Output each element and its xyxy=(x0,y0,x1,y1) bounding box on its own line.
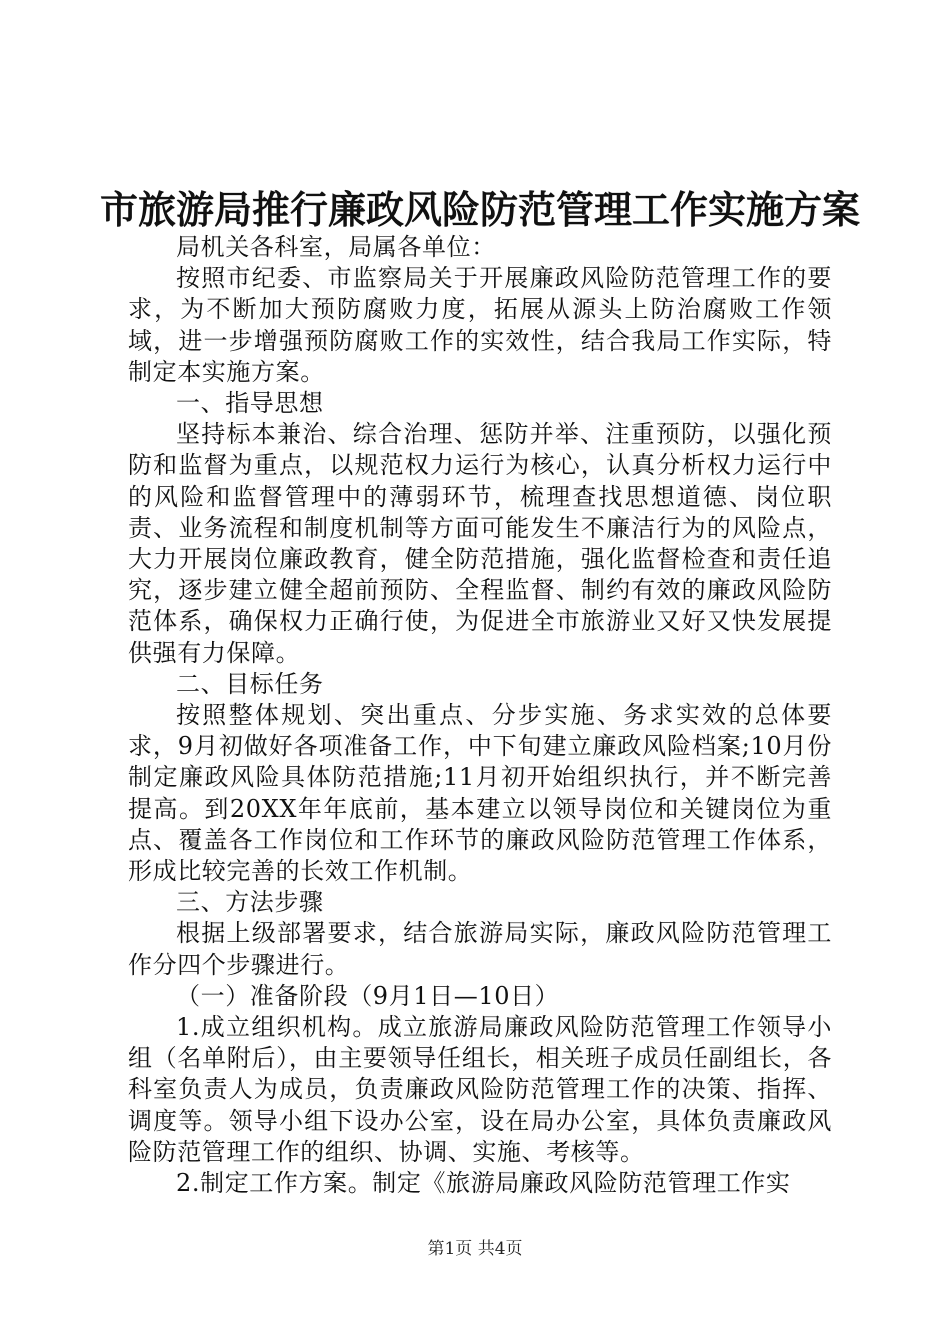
section-body-objectives: 按照整体规划、突出重点、分步实施、务求实效的总体要求，9月初做好各项准备工作，中下旬建立廉政风险档案;10月份制定廉政风险具体防范措施;11月初开始组织执行，并不断完善提高。到20XX年年底前，基本建立以领导岗位和关键岗位为重点、覆盖各工作岗位和工作环节的廉政风险防范管理工作体系，形成比较完善的长效工作机制。 xyxy=(128,701,832,886)
section-heading-objectives: 二、目标任务 xyxy=(176,669,324,698)
page-number-footer: 第1页 共4页 xyxy=(427,1239,523,1259)
section-heading-guiding-ideology: 一、指导思想 xyxy=(176,389,324,418)
section-heading-methods: 三、方法步骤 xyxy=(176,888,324,917)
list-item-organization: 1.成立组织机构。成立旅游局廉政风险防范管理工作领导小组（名单附后），由主要领导任组长，相关班子成员任副组长，各科室负责人为成员，负责廉政风险防范管理工作的决策、指挥、调度等。领导小组下设办公室，设在局办公室，具体负责廉政风险防范管理工作的组织、协调、实施、考核等。 xyxy=(128,1013,832,1166)
section-body-methods: 根据上级部署要求，结合旅游局实际，廉政风险防范管理工作分四个步骤进行。 xyxy=(128,919,832,979)
document-title: 市旅游局推行廉政风险防范管理工作实施方案 xyxy=(100,187,861,232)
salutation: 局机关各科室，局属各单位： xyxy=(176,233,496,261)
stage-heading-preparation: （一）准备阶段（9月1日—10日） xyxy=(176,981,560,1010)
list-item-work-plan: 2.制定工作方案。制定《旅游局廉政风险防范管理工作实 xyxy=(176,1169,791,1198)
document-body xyxy=(128,232,832,1199)
section-body-guiding-ideology: 坚持标本兼治、综合治理、惩防并举、注重预防，以强化预防和监督为重点，以规范权力运行为核心，认真分析权力运行中的风险和监督管理中的薄弱环节，梳理查找思想道德、岗位职责、业务流程和制度机制等方面可能发生不廉洁行为的风险点，大力开展岗位廉政教育，健全防范措施，强化监督检查和责任追究，逐步建立健全超前预防、全程监督、制约有效的廉政风险防范体系，确保权力正确行使，为促进全市旅游业又好又快发展提供强有力保障。 xyxy=(128,420,832,667)
intro-paragraph: 按照市纪委、市监察局关于开展廉政风险防范管理工作的要求，为不断加大预防腐败力度，拓展从源头上防治腐败工作领域，进一步增强预防腐败工作的实效性，结合我局工作实际，特制定本实施方案。 xyxy=(128,264,832,386)
